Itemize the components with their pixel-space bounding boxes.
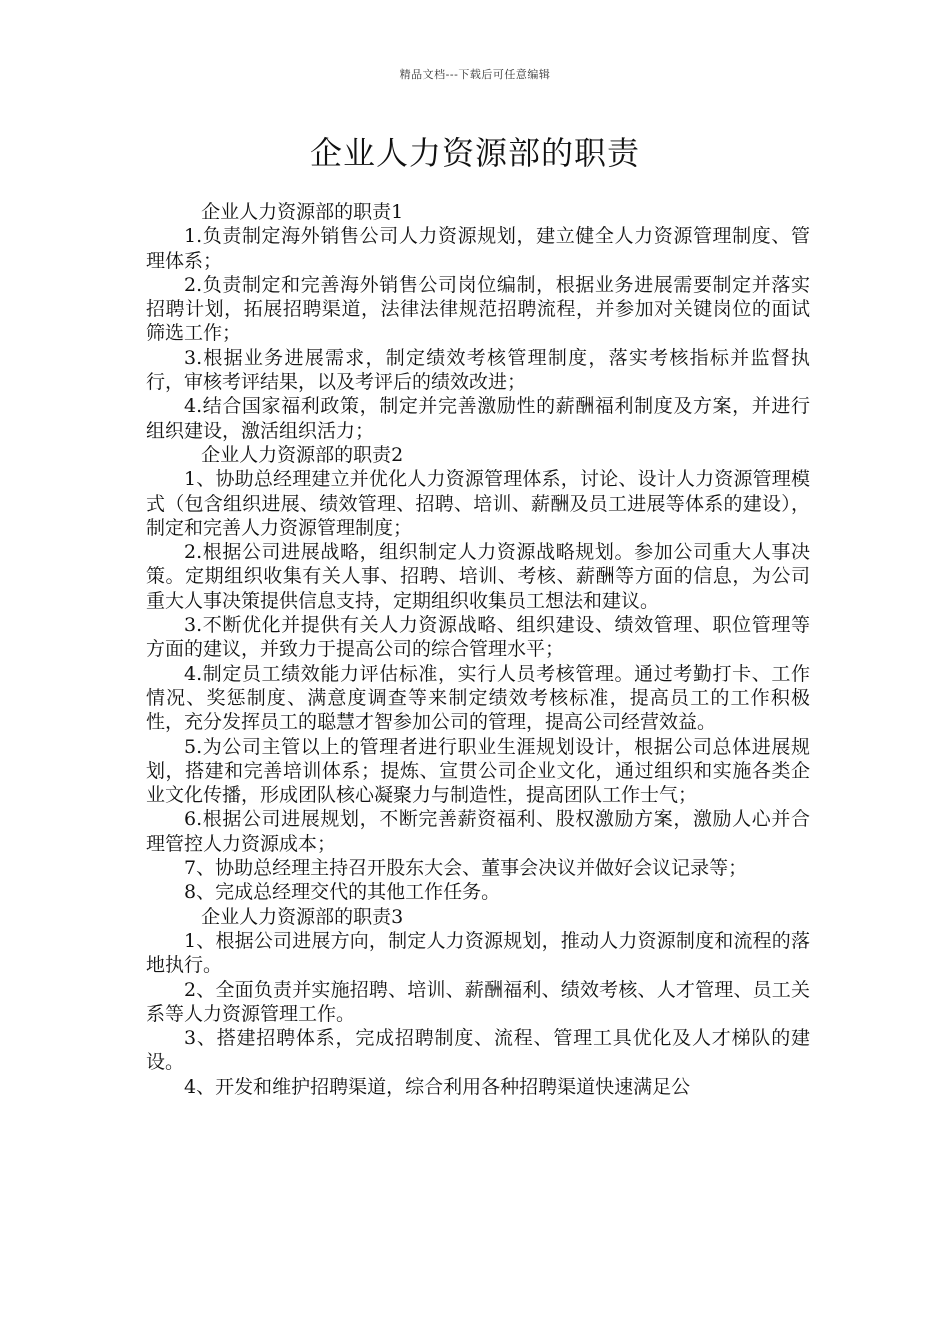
document-title: 企业人力资源部的职责 [309, 134, 640, 172]
section-heading: 企业人力资源部的职责3 [201, 905, 404, 928]
paragraph: 1.负责制定海外销售公司人力资源规划，建立健全人力资源管理制度、管理体系； [146, 225, 810, 272]
paragraph: 3.根据业务进展需求，制定绩效考核管理制度，落实考核指标并监督执行，审核考评结果，以及考评后的绩效改进； [146, 346, 810, 394]
paragraph: 7、协助总经理主持召开股东大会、董事会决议并做好会议记录等； [184, 857, 748, 880]
paragraph: 3、搭建招聘体系，完成招聘制度、流程、管理工具优化及人才梯队的建设。 [146, 1027, 810, 1074]
paragraph: 4.制定员工绩效能力评估标准，实行人员考核管理。通过考勤打卡、工作情况、奖惩制度、满意度调查等来制定绩效考核标准，提高员工的工作积极性，充分发挥员工的聪慧才智参加公司的管理，提高公司经营效益。 [146, 662, 810, 734]
paragraph: 2.根据公司进展战略，组织制定人力资源战略规划。参加公司重大人事决策。定期组织收集有关人事、招聘、培训、考核、薪酬等方面的信息，为公司重大人事决策提供信息支持，定期组织收集员工想法和建议。 [146, 541, 810, 612]
paragraph: 2、全面负责并实施招聘、培训、薪酬福利、绩效考核、人才管理、员工关系等人力资源管理工作。 [146, 978, 810, 1025]
paragraph: 6.根据公司进展规划，不断完善薪资福利、股权激励方案，激励人心并合理管控人力资源成本； [146, 808, 810, 855]
document-body [146, 200, 810, 1099]
paragraph: 4.结合国家福利政策，制定并完善激励性的薪酬福利制度及方案，并进行组织建设，激活组织活力； [146, 395, 810, 442]
paragraph: 1、协助总经理建立并优化人力资源管理体系，讨论、设计人力资源管理模式（包含组织进展、绩效管理、招聘、培训、薪酬及员工进展等体系的建设），制定和完善人力资源管理制度； [146, 468, 810, 539]
paragraph: 1、根据公司进展方向，制定人力资源规划，推动人力资源制度和流程的落地执行。 [146, 929, 810, 977]
paragraph: 8、完成总经理交代的其他工作任务。 [184, 881, 501, 904]
paragraph: 2.负责制定和完善海外销售公司岗位编制，根据业务进展需要制定并落实招聘计划，拓展招聘渠道，法律法律规范招聘流程，并参加对关键岗位的面试筛选工作； [146, 273, 810, 345]
paragraph: 3.不断优化并提供有关人力资源战略、组织建设、绩效管理、职位管理等方面的建议，并致力于提高公司的综合管理水平； [146, 614, 810, 661]
paragraph: 4、开发和维护招聘渠道，综合利用各种招聘渠道快速满足公 [184, 1075, 691, 1098]
paragraph: 5.为公司主管以上的管理者进行职业生涯规划设计，根据公司总体进展规划，搭建和完善培训体系；提炼、宣贯公司企业文化，通过组织和实施各类企业文化传播，形成团队核心凝聚力与制造性，提高团队工作士气； [146, 735, 810, 807]
section-heading: 企业人力资源部的职责2 [201, 443, 404, 466]
page-header-note: 精品文档---下载后可任意编辑 [399, 68, 551, 81]
section-heading: 企业人力资源部的职责1 [201, 201, 404, 223]
